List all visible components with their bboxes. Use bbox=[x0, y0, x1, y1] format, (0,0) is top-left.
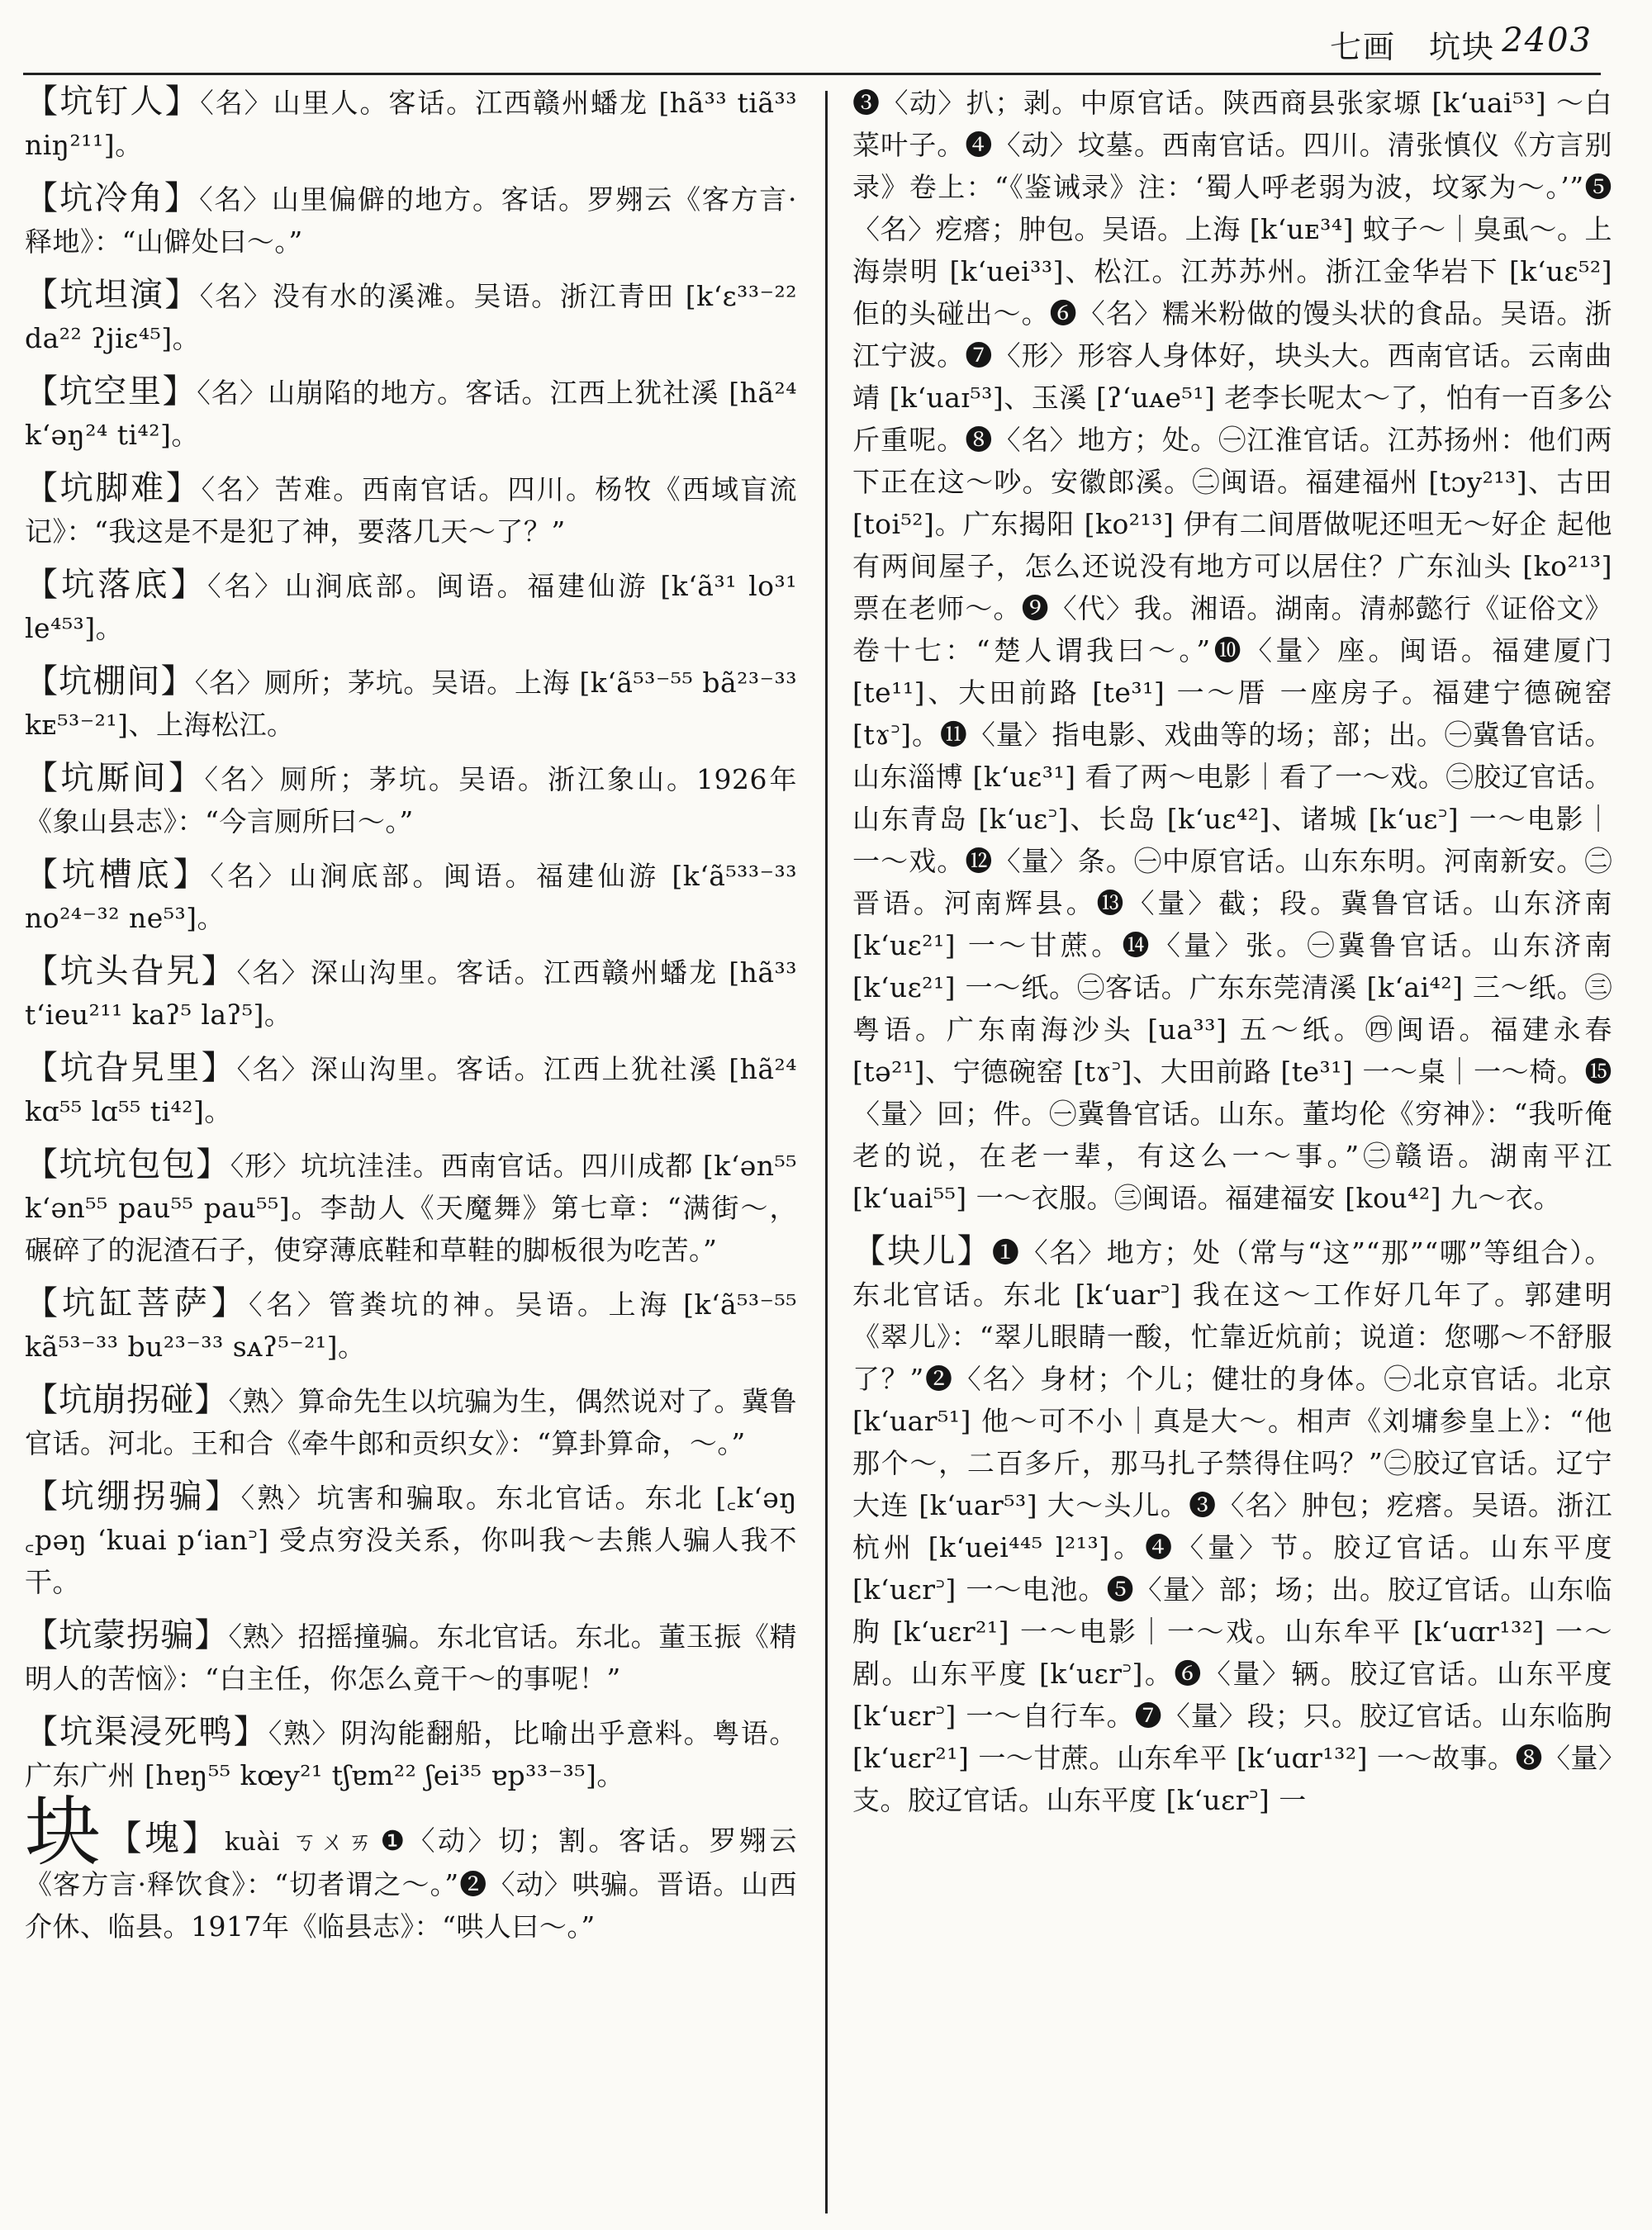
entry-definition: 〈形〉坑坑洼洼。西南官话。四川成都 [k‘ən⁵⁵ k‘ən⁵⁵ pau⁵⁵ pau⁵⁵]。李劼人《天魔舞》第七章：“满街～，碾碎了的泥渣石子，使穿薄底鞋和草鞋的脚板很为吃苦。” bbox=[25, 1150, 798, 1266]
entry-headword: 【坑头旮旯】 bbox=[25, 952, 237, 990]
entry-definition: 〈熟〉招摇撞骗。东北官话。东北。董玉振《精明人的苦恼》：“白主任，你怎么竟干～的事呢！” bbox=[25, 1620, 798, 1695]
dictionary-entry bbox=[25, 1283, 797, 1368]
entry-definition: 〈名〉山崩陷的地方。客话。江西上犹社溪 [hã²⁴ k‘əŋ²⁴ ti⁴²]。 bbox=[25, 377, 797, 451]
entry-definition: 〈熟〉阴沟能翻船，比喻出乎意料。粤语。广东广州 [hɐŋ⁵⁵ kœy²¹ tʃɐm²² ʃei³⁵ ɐp³³⁻³⁵]。 bbox=[25, 1717, 798, 1791]
dictionary-entry bbox=[852, 1231, 1612, 1821]
running-head: 七画 坑块 bbox=[1329, 29, 1495, 65]
right-entry-list bbox=[852, 81, 1612, 1821]
pinyin: kuài bbox=[225, 1828, 280, 1857]
entry-definition: 〈名〉管粪坑的神。吴语。上海 [k‘ã⁵³⁻⁵⁵ kã⁵³⁻³³ bu²³⁻³³ sᴀʔ⁵⁻²¹]。 bbox=[25, 1288, 798, 1363]
dictionary-entry bbox=[25, 1047, 797, 1132]
page-number: 2403 bbox=[1502, 21, 1593, 59]
entry-headword: 【坑绷拐骗】 bbox=[25, 1478, 241, 1516]
dictionary-entry bbox=[25, 1615, 797, 1700]
dictionary-entry bbox=[25, 467, 797, 553]
entry-definition: ❶〈动〉切；割。客话。罗翙云《客方言·释饮食》：“切者谓之～。”❷〈动〉哄骗。晋语。山西介休、临县。1917年《临县志》：“哄人曰～。” bbox=[25, 1824, 797, 1943]
dictionary-entry bbox=[25, 274, 797, 359]
dictionary-entry bbox=[25, 178, 797, 263]
entry-headword: 【坑落底】 bbox=[25, 566, 208, 604]
dictionary-entry bbox=[25, 1144, 797, 1271]
entry-headword: 【坑棚间】 bbox=[25, 662, 195, 700]
entry-definition: 〈熟〉算命先生以坑骗为生，偶然说对了。冀鲁官话。河北。王和合《牵牛郎和贡织女》：“算卦算命，～。” bbox=[25, 1385, 798, 1459]
traditional-form: 【塊】 bbox=[107, 1818, 220, 1858]
entry-definition: 〈名〉山涧底部。闽语。福建仙游 [k‘ã³¹ lo³¹ le⁴⁵³]。 bbox=[25, 570, 798, 644]
dictionary-entry bbox=[25, 1476, 797, 1603]
entry-headword: 【坑冷角】 bbox=[25, 179, 200, 217]
entry-headword: 【坑坦演】 bbox=[25, 276, 200, 314]
entry-definition: ❸〈动〉扒；剥。中原官话。陕西商县张家塬 [k‘uai⁵³] ～白菜叶子。❹〈动〉坟墓。西南官话。四川。清张慎仪《方言别录》卷上：“《鉴诫录》注：‘蜀人呼老弱为波，坟冢为～。’”❺〈名〉疙瘩；肿包。吴语。上海 [k‘uᴇ³⁴] 蚊子～｜臭虱～。上海崇明 [k‘uei³³]、松江。江苏苏州。浙江金华岩下 [k‘uɛ⁵²] 佢的头碰出～。❻〈名〉糯米粉做的馒头状的食品。吴语。浙江宁波。❼〈形〉形容人身体好，块头大。西南官话。云南曲靖 [k‘uaɪ⁵³]、玉溪 [ʔ‘uᴀe⁵¹] 老李长呢太～了，怕有一百多公斤重呢。❽〈名〉地方；处。㊀江淮官话。江苏扬州：他们两下正在这～吵。安徽郎溪。㊁闽语。福建福州 [tɔy²¹³]、古田 [toi⁵²]。广东揭阳 [ko²¹³] 伊有二间厝做呢还呾无～好企 起他有两间屋子，怎么还说没有地方可以居住？广东汕头 [ko²¹³] 票在老师～。❾〈代〉我。湘语。湖南。清郝懿行《证俗文》卷十七：“楚人谓我曰～。”❿〈量〉座。闽语。福建厦门 [te¹¹]、大田前路 [te³¹] 一～厝 一座房子。福建宁德碗窑 [tɤ꜄]。⓫〈量〉指电影、戏曲等的场；部；出。㊀冀鲁官话。山东淄博 [k‘uɛ³¹] 看了两～电影｜看了一～戏。㊁胶辽官话。山东青岛 [k‘uɛ꜄]、长岛 [k‘uɛ⁴²]、诸城 [k‘uɛ꜄] 一～电影｜一～戏。⓬〈量〉条。㊀中原官话。山东东明。河南新安。㊁晋语。河南辉县。⓭〈量〉截；段。冀鲁官话。山东济南 [k‘uɛ²¹] 一～甘蔗。⓮〈量〉张。㊀冀鲁官话。山东济南 [k‘uɛ²¹] 一～纸。㊁客话。广东东莞清溪 [k‘ai⁴²] 三～纸。㊂粤语。广东南海沙头 [ua³³] 五～纸。㊃闽语。福建永春 [tə²¹]、宁德碗窑 [tɤ꜄]、大田前路 [te³¹] 一～桌｜一～椅。⓯〈量〉回；件。㊀冀鲁官话。山东。董均伦《穷神》：“我听俺老的说，在老一辈，有这么一～事。”㊁赣语。湖南平江 [k‘uai⁵⁵] 一～衣服。㊂闽语。福建福安 [kou⁴²] 九～衣。 bbox=[852, 87, 1612, 1214]
dictionary-entry bbox=[25, 1711, 797, 1796]
entry-headword: 【坑缸菩萨】 bbox=[25, 1284, 249, 1322]
dictionary-entry bbox=[25, 1379, 797, 1464]
entry-definition: 〈名〉苦难。西南官话。四川。杨牧《西域盲流记》：“我这是不是犯了神，要落几天～了？” bbox=[25, 473, 798, 548]
entry-headword: 【坑槽底】 bbox=[25, 856, 211, 894]
dictionary-entry bbox=[25, 661, 797, 746]
entry-definition: 〈名〉山涧底部。闽语。福建仙游 [k‘ã⁵³³⁻³³ no²⁴⁻³² ne⁵³]。 bbox=[25, 860, 798, 934]
entry-definition: 〈名〉厕所；茅坑。吴语。上海 [k‘ã⁵³⁻⁵⁵ bã²³⁻³³ kᴇ⁵³⁻²¹]、上海松江。 bbox=[25, 667, 797, 741]
entry-definition: ❶〈名〉地方；处（常与“这”“那”“哪”等组合）。东北官话。东北 [k‘uar꜄] 我在这～工作好几年了。郭建明《翠儿》：“翠儿眼睛一酸，忙靠近炕前；说道：您哪～不舒服了？”❷〈名〉身材；个儿；健壮的身体。㊀北京官话。北京 [k‘uar⁵¹] 他～可不小｜真是大～。相声《刘墉参皇上》：“他那个～，二百多斤，那马扎子禁得住吗？”㊁胶辽官话。辽宁大连 [k‘uar⁵³] 大～头儿。❸〈名〉肿包；疙瘩。吴语。浙江杭州 [k‘uei⁴⁴⁵ l²¹³]。❹〈量〉节。胶辽官话。山东平度 [k‘uɛr꜄] 一～电池。❺〈量〉部；场；出。胶辽官话。山东临朐 [k‘uɛr²¹] 一～电影｜一～戏。山东牟平 [k‘uɑr¹³²] 一～剧。山东平度 [k‘uɛr꜄]。❻〈量〉辆。胶辽官话。山东平度 [k‘uɛr꜄] 一～自行车。❼〈量〉段；只。胶辽官话。山东临朐 [k‘uɛr²¹] 一～甘蔗。山东牟平 [k‘uɑr¹³²] 一～故事。❽〈量〉支。胶辽官话。山东平度 [k‘uɛr꜄] 一 bbox=[852, 1236, 1612, 1816]
right-column bbox=[852, 81, 1612, 2213]
entry-definition: 〈名〉深山沟里。客话。江西赣州蟠龙 [hã³³ t‘ieu²¹¹ kaʔ⁵ laʔ⁵]。 bbox=[25, 956, 797, 1031]
dictionary-entry bbox=[852, 81, 1612, 1219]
dictionary-entry bbox=[25, 81, 797, 166]
entry-definition: 〈名〉山里偏僻的地方。客话。罗翙云《客方言·释地》：“山僻处曰～。” bbox=[25, 183, 797, 258]
entry-definition: 〈名〉深山沟里。客话。江西上犹社溪 [hã²⁴ kɑ⁵⁵ lɑ⁵⁵ ti⁴²]。 bbox=[25, 1053, 797, 1127]
column-divider bbox=[825, 91, 828, 2213]
entry-headword: 【坑厮间】 bbox=[25, 759, 205, 797]
dictionary-entry bbox=[25, 757, 797, 842]
entry-definition: 〈熟〉坑害和骗取。东北官话。东北 [꜀k‘əŋ ꜀pəŋ ‘kuai p‘ian꜄] 受点穷没关系，你叫我～去熊人骗人我不干。 bbox=[25, 1482, 797, 1598]
dictionary-entry bbox=[25, 371, 797, 456]
entry-headword: 【坑渠浸死鸭】 bbox=[25, 1713, 268, 1751]
entry-headword: 【坑空里】 bbox=[25, 372, 197, 410]
dictionary-entry bbox=[25, 564, 797, 649]
head-character: 块 bbox=[25, 1788, 104, 1877]
entry-definition: 〈名〉山里人。客话。江西赣州蟠龙 [hã³³ tiã³³ niŋ²¹¹]。 bbox=[25, 87, 798, 161]
entry-headword: 【坑旮旯里】 bbox=[25, 1049, 237, 1087]
entry-headword: 【坑坑包包】 bbox=[25, 1146, 230, 1184]
entry-headword: 【块儿】 bbox=[852, 1232, 992, 1270]
entry-headword: 【坑崩拐碰】 bbox=[25, 1381, 229, 1419]
entry-headword: 【坑钉人】 bbox=[25, 83, 201, 121]
zhuyin: ㄎㄨㄞ bbox=[289, 1828, 376, 1857]
entry-definition: 〈名〉厕所；茅坑。吴语。浙江象山。1926年《象山县志》：“今言厕所曰～。” bbox=[25, 763, 798, 837]
left-entry-list bbox=[25, 81, 797, 1796]
dictionary-entry bbox=[25, 951, 797, 1036]
page-header bbox=[0, 18, 1652, 68]
header-rule bbox=[23, 73, 1601, 75]
left-column bbox=[25, 81, 797, 2213]
entry-definition: 〈名〉没有水的溪滩。吴语。浙江青田 [k‘ɛ³³⁻²² da²² ʔjiɛ⁴⁵]。 bbox=[25, 280, 798, 354]
char-entry-kuai bbox=[25, 1788, 797, 1948]
entry-headword: 【坑脚难】 bbox=[25, 469, 202, 507]
dictionary-entry bbox=[25, 854, 797, 939]
entry-headword: 【坑蒙拐骗】 bbox=[25, 1616, 229, 1654]
